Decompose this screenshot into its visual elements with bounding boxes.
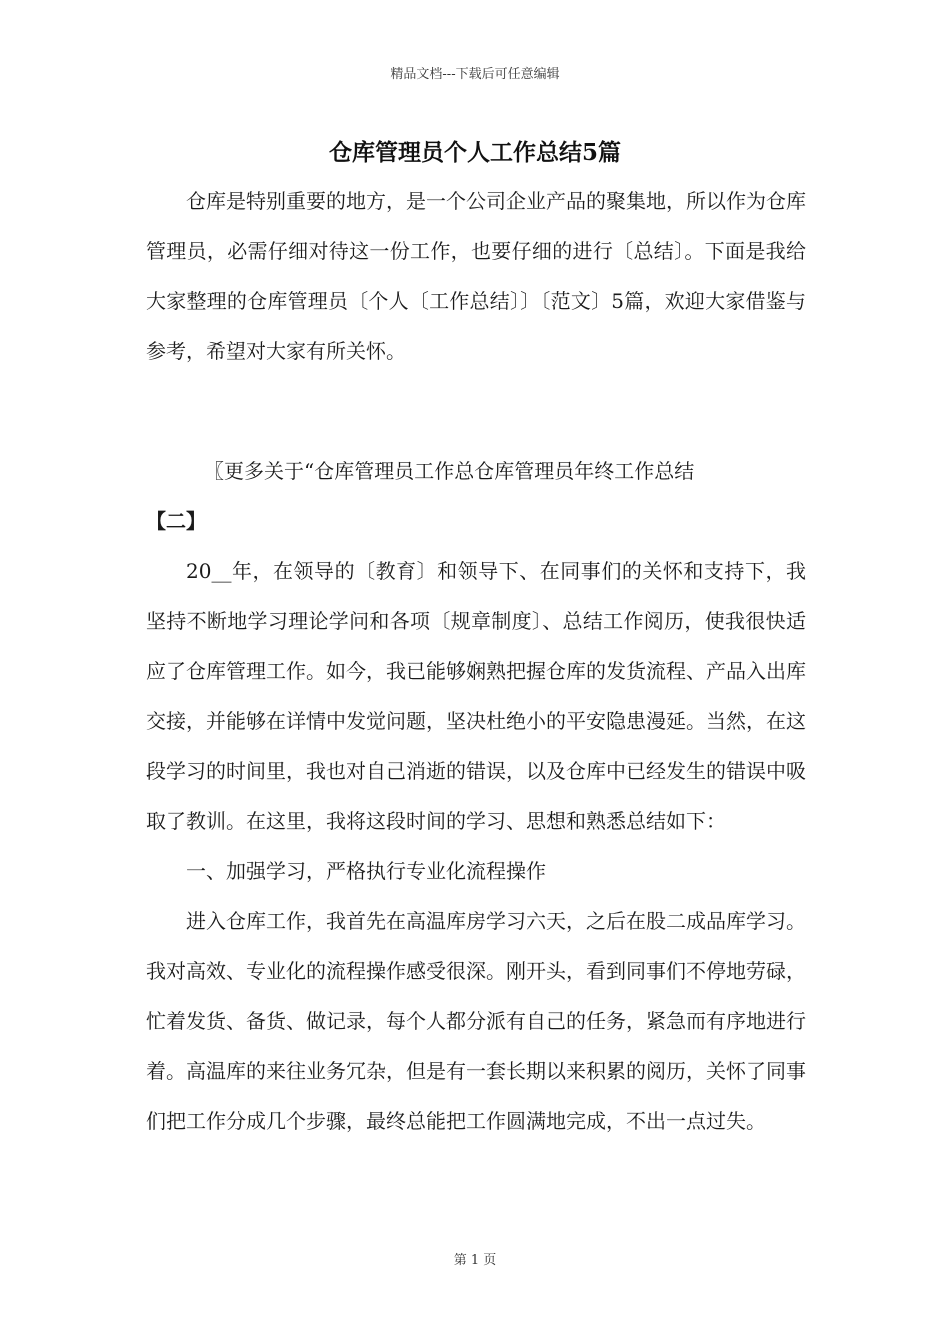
document-body: [146, 176, 806, 1146]
page-header: 精品文档---下载后可任意编辑: [390, 67, 560, 82]
page-number: 第 1 页: [453, 1253, 497, 1268]
section-label: 【二】: [146, 509, 206, 533]
more-related-link[interactable]: 〖更多关于“仓库管理员工作总仓库管理员年终工作总结: [204, 459, 695, 483]
body-paragraph-2: 进入仓库工作，我首先在高温库房学习六天，之后在股二成品库学习。我对高效、专业化的流程操作感受很深。刚开头，看到同事们不停地劳碌，忙着发货、备货、做记录，每个人都分派有自己的任务，紧急而有序地进行着。高温库的来往业务冗杂，但是有一套长期以来积累的阅历，关怀了同事们把工作分成几个步骤，最终总能把工作圆满地完成，不出一点过失。: [146, 909, 806, 1133]
intro-paragraph: 仓库是特别重要的地方，是一个公司企业产品的聚集地，所以作为仓库管理员，必需仔细对待这一份工作，也要仔细的进行〔总结〕。下面是我给大家整理的仓库管理员〔个人〔工作总结〕〕〔范文〕5篇，欢迎大家借鉴与参考，希望对大家有所关怀。: [146, 189, 806, 363]
document-title: 仓库管理员个人工作总结5篇: [328, 139, 621, 166]
paragraph-spacer: [146, 376, 806, 446]
section-heading-1: 一、加强学习，严格执行专业化流程操作: [186, 859, 546, 883]
body-paragraph-1: 20__年，在领导的〔教育〕和领导下、在同事们的关怀和支持下，我坚持不断地学习理论学问和各项〔规章制度〕、总结工作阅历，使我很快适应了仓库管理工作。如今，我已能够娴熟把握仓库的发货流程、产品入出库交接，并能够在详情中发觉问题，坚决杜绝小的平安隐患漫延。当然，在这段学习的时间里，我也对自己消逝的错误，以及仓库中已经发生的错误中吸取了教训。在这里，我将这段时间的学习、思想和熟悉总结如下：: [146, 559, 806, 833]
